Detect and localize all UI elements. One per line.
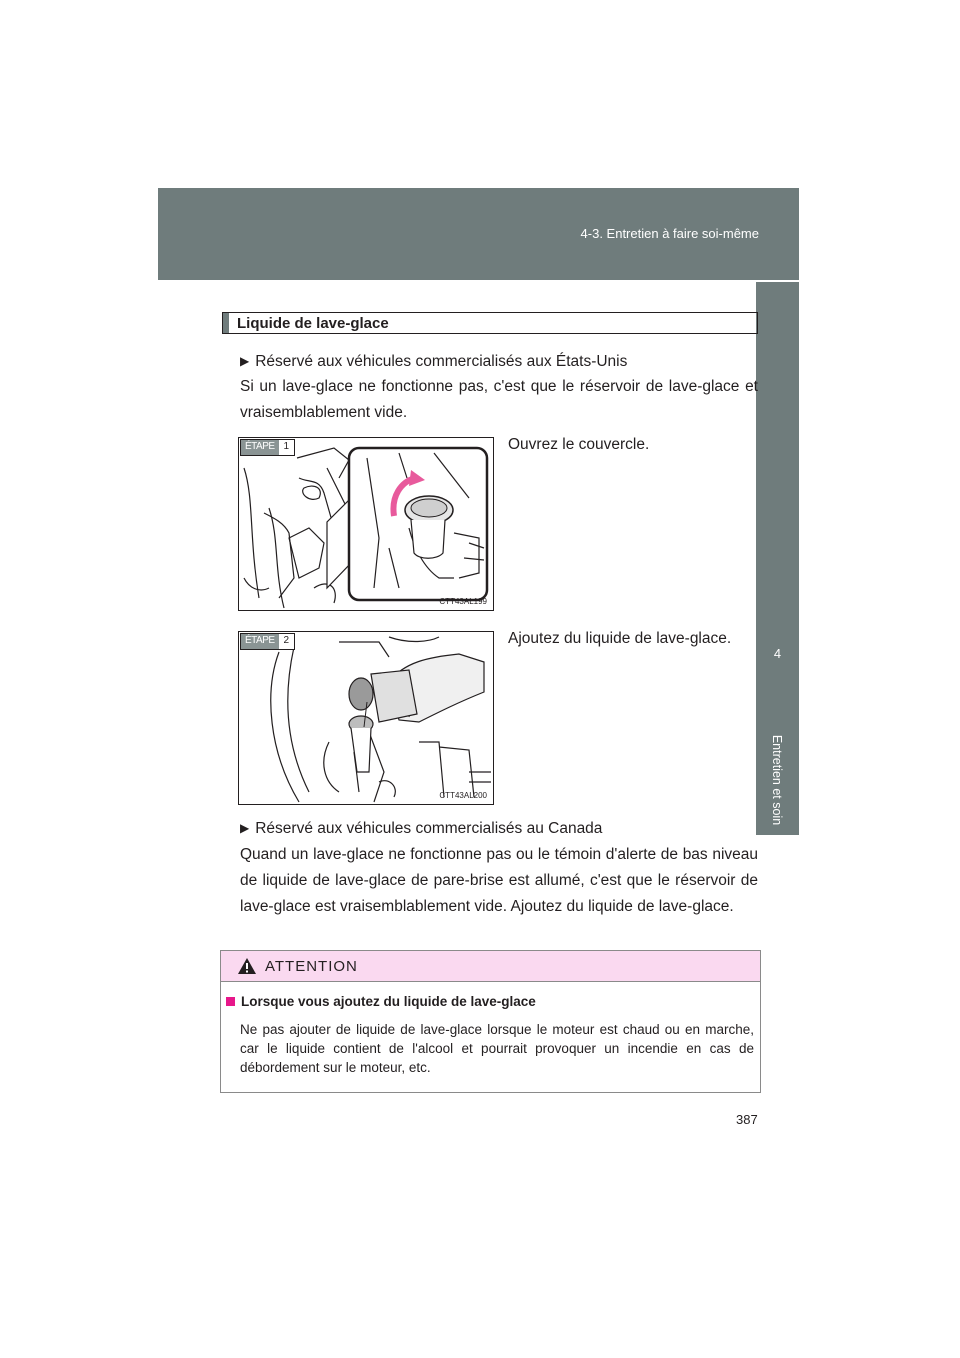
warning-title: ATTENTION xyxy=(265,957,358,975)
canada-text: Quand un lave-glace ne fonctionne pas ou le témoin d'alerte de bas niveau de liquide de lave-glace de pare-brise est allumé, c'est que le réservoir de lave-glace est vraisemblablement vide. Ajoutez du liquide de lave-glace. xyxy=(240,846,758,915)
warning-body: Ne pas ajouter de liquide de lave-glace lorsque le moteur est chaud ou en marche, car le liquide contient de l'alcool et pourrait provoquer un incendie en cas de débordement sur le moteur, etc. xyxy=(240,1022,754,1075)
page-number: 387 xyxy=(736,1112,758,1127)
usa-heading-text: Réservé aux véhicules commercialisés aux États-Unis xyxy=(255,353,628,370)
triangle-right-icon: ▶ xyxy=(240,354,250,368)
canada-heading-text: Réservé aux véhicules commercialisés au Canada xyxy=(255,820,603,837)
step-1-text: Ouvrez le couvercle. xyxy=(508,436,650,453)
side-tab-number: 4 xyxy=(773,646,782,661)
warning-subtitle-text: Lorsque vous ajoutez du liquide de lave-glace xyxy=(241,994,536,1009)
step-2-badge xyxy=(240,633,295,650)
figure-2-code: CTT43AL200 xyxy=(439,791,487,800)
warning-subtitle xyxy=(226,994,536,1009)
step-2-badge-label: ÉTAPE xyxy=(241,634,279,649)
section-heading-bar xyxy=(223,313,229,333)
step-1-badge xyxy=(240,439,295,456)
warning-box xyxy=(220,950,761,1093)
pink-square-icon xyxy=(226,997,235,1006)
warning-triangle-icon xyxy=(237,957,257,975)
figure-step-1 xyxy=(238,437,494,611)
header-section-title: 4-3. Entretien à faire soi-même xyxy=(580,226,759,241)
section-heading-text: Liquide de lave-glace xyxy=(237,314,389,332)
engine-bay-illustration-2 xyxy=(239,632,494,805)
warning-header xyxy=(221,951,760,982)
triangle-right-icon: ▶ xyxy=(240,821,250,835)
figure-step-2 xyxy=(238,631,494,805)
usa-text: Si un lave-glace ne fonctionne pas, c'est que le réservoir de lave-glace et vraisemblablement vide. xyxy=(240,378,758,421)
step-2-text: Ajoutez du liquide de lave-glace. xyxy=(508,630,732,647)
side-tab-label: Entretien et soin xyxy=(770,734,784,826)
step-1-badge-label: ÉTAPE xyxy=(241,440,279,455)
header-band xyxy=(158,188,799,280)
section-heading xyxy=(222,312,758,334)
side-tab-label-wrap xyxy=(757,720,797,840)
step-1-badge-number: 1 xyxy=(283,441,290,452)
figure-1-code: CTT43AL199 xyxy=(439,597,487,606)
engine-bay-illustration-1 xyxy=(239,438,494,611)
usa-heading xyxy=(240,348,627,375)
canada-heading xyxy=(240,815,602,842)
step-2-badge-number: 2 xyxy=(283,635,290,646)
